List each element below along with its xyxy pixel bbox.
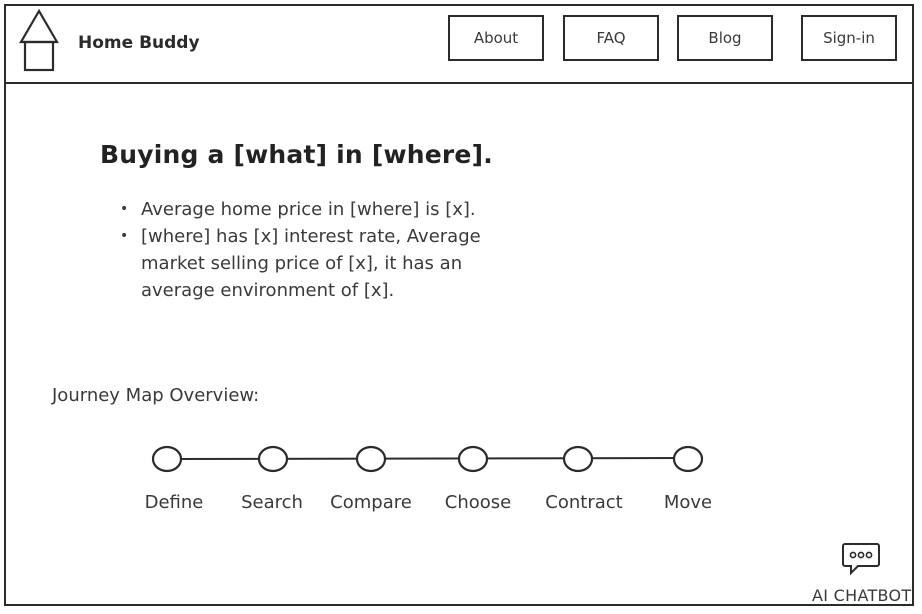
brand-name[interactable]: Home Buddy: [78, 33, 200, 53]
journey-step-move-label[interactable]: Move: [663, 492, 713, 513]
nav-about-button[interactable]: About: [448, 15, 544, 61]
nav-blog-button[interactable]: Blog: [677, 15, 773, 61]
journey-step-search-node[interactable]: [259, 447, 287, 471]
journey-step-define-label[interactable]: Define: [144, 492, 204, 513]
nav-faq-button[interactable]: FAQ: [563, 15, 659, 61]
fact-list: [120, 196, 500, 304]
journey-step-choose-label[interactable]: Choose: [444, 492, 512, 513]
journey-step-contract-node[interactable]: [564, 447, 592, 471]
page-title: Buying a [what] in [where].: [100, 140, 493, 169]
fact-item: • [where] has [x] interest rate, Average market selling price of [x], it has an average environment of [x].: [120, 223, 500, 304]
chat-bubble-icon[interactable]: [842, 542, 880, 576]
journey-step-define-node[interactable]: [153, 447, 181, 471]
journey-step-choose-node[interactable]: [459, 447, 487, 471]
nav-signin-button[interactable]: Sign-in: [801, 15, 897, 61]
chatbot-label[interactable]: AI CHATBOT: [812, 586, 912, 605]
journey-step-compare-node[interactable]: [357, 447, 385, 471]
journey-label: Journey Map Overview:: [52, 385, 260, 406]
journey-step-search-label[interactable]: Search: [241, 492, 303, 513]
house-icon[interactable]: [18, 8, 60, 74]
fact-item: • Average home price in [where] is [x].: [120, 196, 500, 223]
journey-step-compare-label[interactable]: Compare: [330, 492, 412, 513]
journey-step-contract-label[interactable]: Contract: [545, 492, 623, 513]
journey-step-move-node[interactable]: [674, 447, 702, 471]
page-frame: [4, 4, 914, 606]
